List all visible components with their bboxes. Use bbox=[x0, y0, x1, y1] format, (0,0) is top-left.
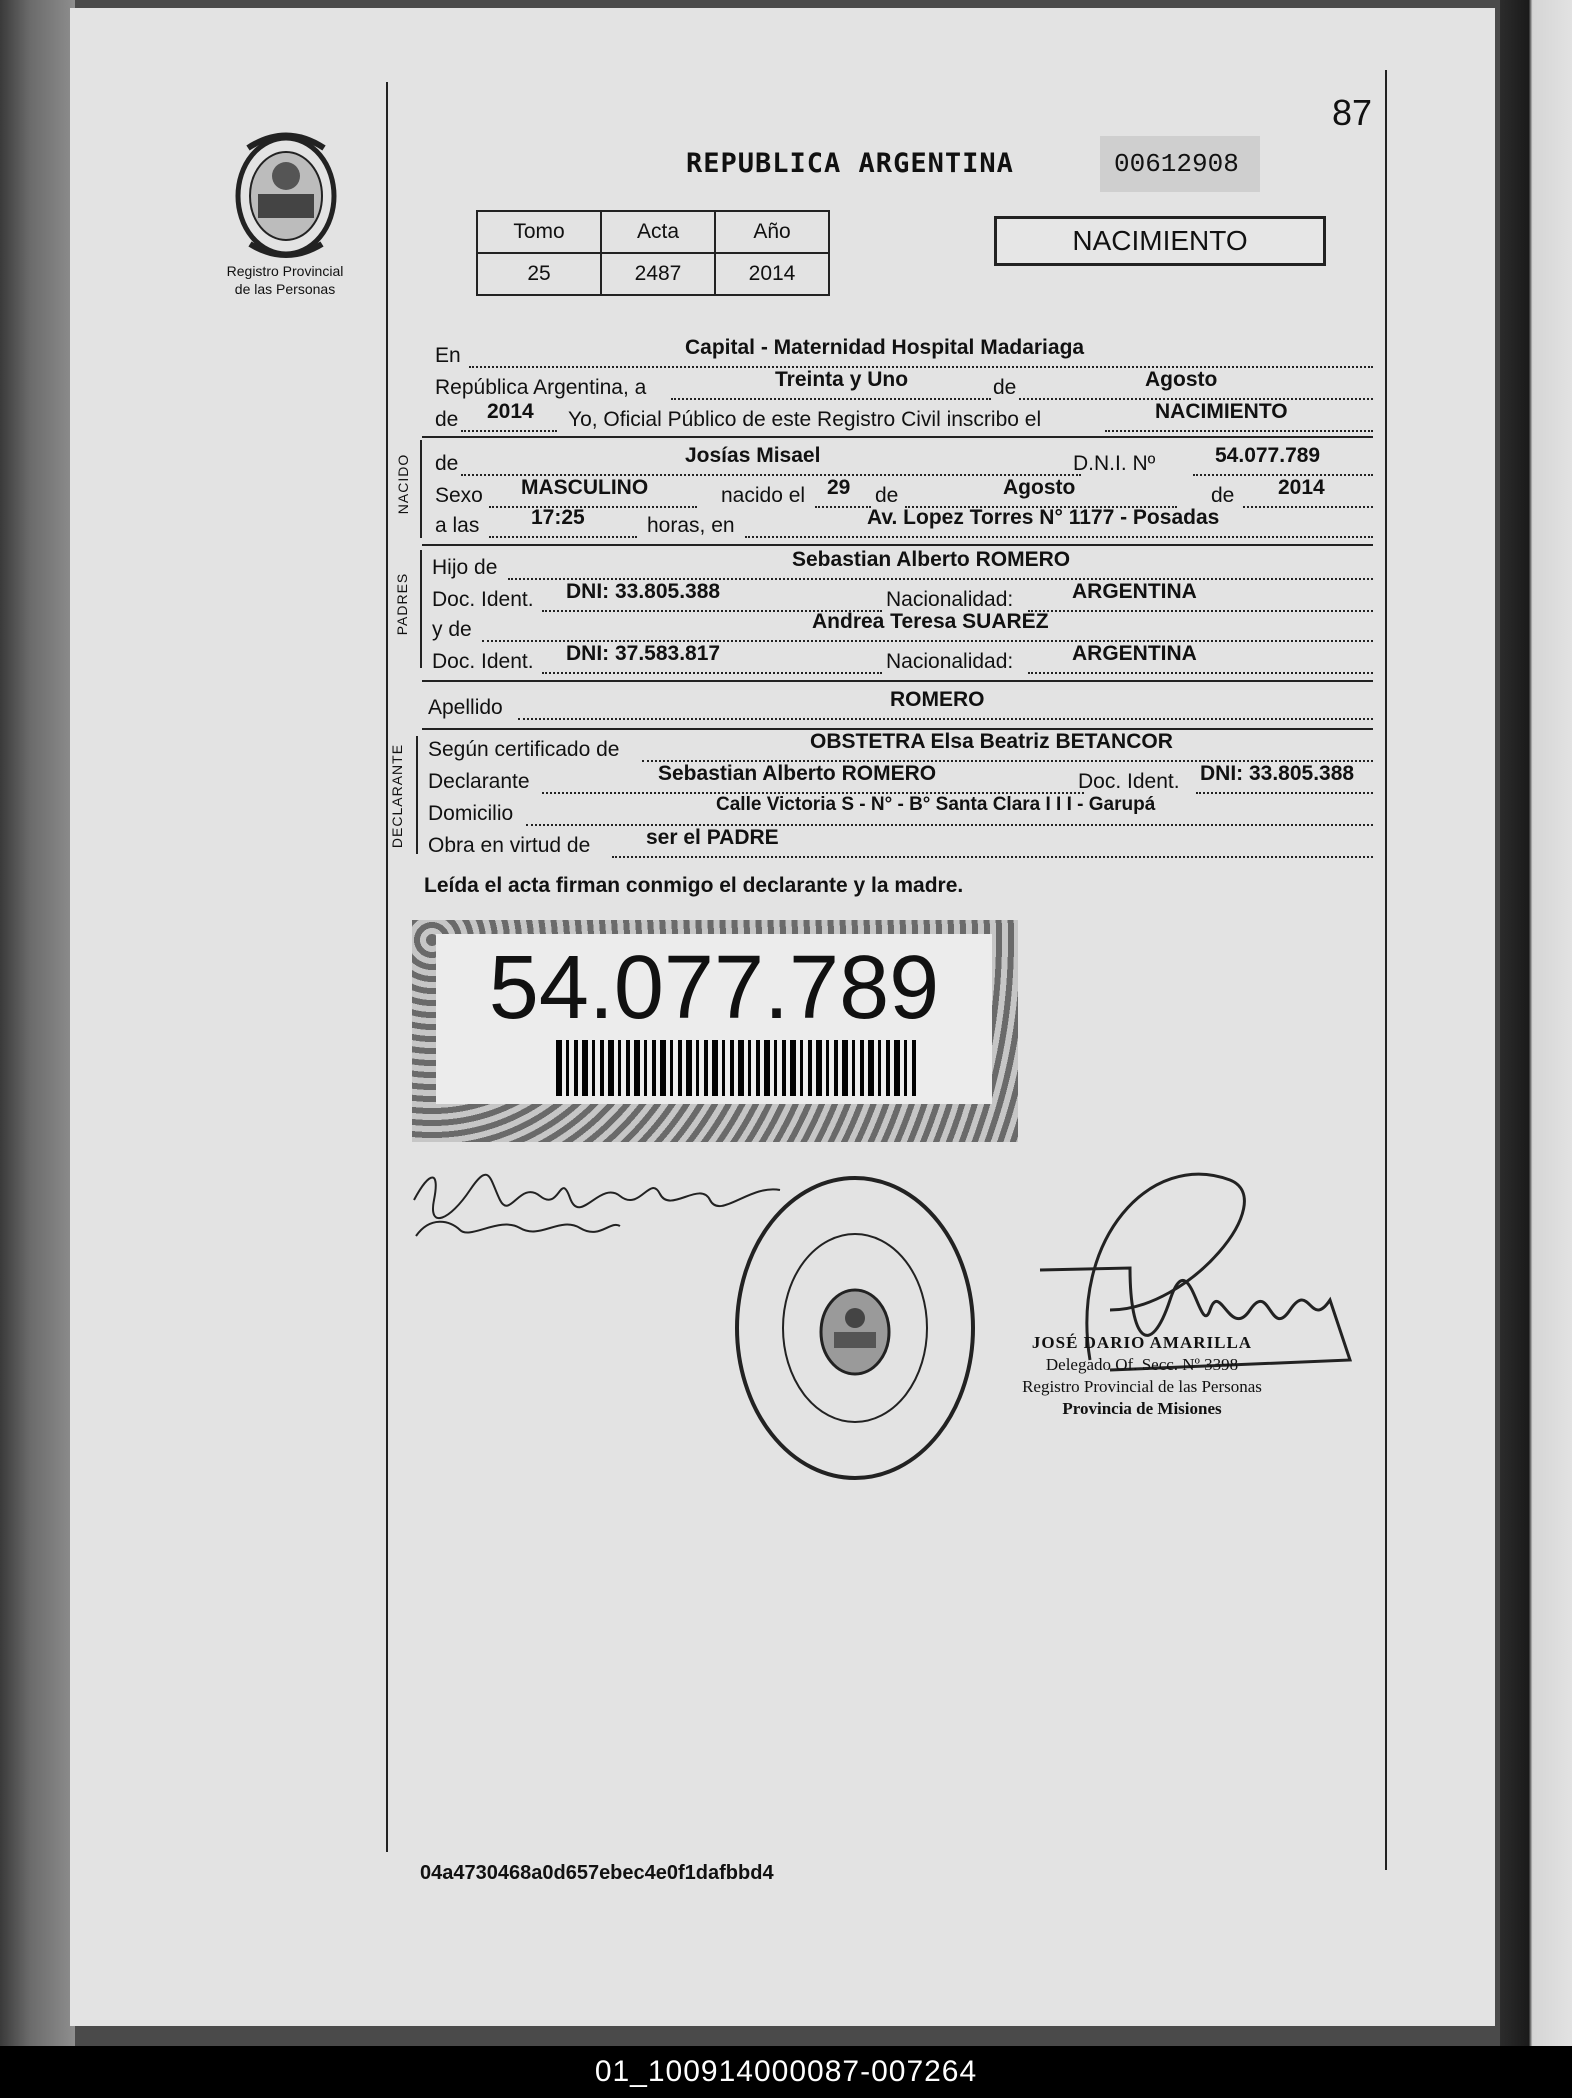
delegado-registro: Registro Provincial de las Personas bbox=[1022, 1377, 1262, 1396]
serial-number-stamp: 00612908 bbox=[1100, 136, 1260, 192]
section-divider bbox=[422, 544, 1373, 546]
section-divider bbox=[422, 436, 1373, 438]
row-oficial bbox=[435, 400, 1373, 438]
padre-nac-value: ARGENTINA bbox=[1072, 580, 1197, 603]
closing-statement: Leída el acta firman conmigo el declarante y la madre. bbox=[424, 874, 964, 897]
dotted-line bbox=[1105, 430, 1373, 432]
anio-value: 2014 bbox=[715, 253, 829, 295]
padres-bracket bbox=[420, 550, 422, 668]
hijo-de-label: Hijo de bbox=[432, 556, 498, 579]
registry-table-header-row bbox=[477, 211, 829, 253]
page-title: REPUBLICA ARGENTINA bbox=[686, 148, 1014, 179]
declarante-label: Declarante bbox=[428, 770, 530, 793]
official-seal-stamp bbox=[730, 1172, 980, 1484]
delegado-block bbox=[992, 1332, 1292, 1420]
dotted-line bbox=[815, 506, 871, 508]
left-margin-line bbox=[386, 82, 388, 1852]
hora-value: 17:25 bbox=[531, 506, 585, 529]
document-hash: 04a4730468a0d657ebec4e0f1dafbbd4 bbox=[420, 1862, 774, 1884]
registry-table-value-row bbox=[477, 253, 829, 295]
padre-doc-value: DNI: 33.805.388 bbox=[566, 580, 721, 603]
apellido-label: Apellido bbox=[428, 696, 503, 719]
acta-value: 2487 bbox=[601, 253, 715, 295]
dotted-line bbox=[542, 672, 882, 674]
dotted-line bbox=[671, 398, 991, 400]
page-number: 87 bbox=[1332, 92, 1373, 133]
madre-nac-value: ARGENTINA bbox=[1072, 642, 1197, 665]
nacido-section-label: NACIDO bbox=[395, 453, 411, 515]
dotted-line bbox=[1243, 506, 1373, 508]
acta-header: Acta bbox=[601, 211, 715, 253]
en-label: En bbox=[435, 344, 461, 367]
de-anio-label: de bbox=[1211, 484, 1235, 507]
dotted-line bbox=[1028, 610, 1373, 612]
obra-value: ser el PADRE bbox=[646, 826, 779, 849]
madre-doc-value: DNI: 37.583.817 bbox=[566, 642, 721, 665]
dotted-line bbox=[489, 506, 697, 508]
oficial-label: Yo, Oficial Público de este Registro Civil inscribo el bbox=[568, 408, 1042, 431]
nacionalidad-label: Nacionalidad: bbox=[886, 588, 1014, 611]
tomo-header: Tomo bbox=[477, 211, 601, 253]
anio-header: Año bbox=[715, 211, 829, 253]
tomo-value: 25 bbox=[477, 253, 601, 295]
row-domicilio bbox=[428, 794, 1373, 832]
sexo-label: Sexo bbox=[435, 484, 483, 507]
inscribo-value: NACIMIENTO bbox=[1155, 400, 1288, 423]
anio-intro-value: 2014 bbox=[487, 400, 534, 423]
dia-nac-value: 29 bbox=[827, 476, 851, 499]
mes-value: Agosto bbox=[1145, 368, 1218, 391]
dni-sticker bbox=[412, 920, 1018, 1142]
padres-section-label: PADRES bbox=[394, 572, 410, 636]
dotted-line bbox=[461, 430, 557, 432]
nombre-value: Josías Misael bbox=[685, 444, 821, 467]
dia-value: Treinta y Uno bbox=[775, 368, 909, 391]
nacionalidad-label: Nacionalidad: bbox=[886, 650, 1014, 673]
delegado-name: JOSÉ DARIO AMARILLA bbox=[1031, 1333, 1253, 1352]
declarante-bracket bbox=[416, 736, 418, 854]
dni-value: 54.077.789 bbox=[1215, 444, 1321, 467]
right-margin-line bbox=[1385, 70, 1387, 1870]
barcode bbox=[556, 1040, 916, 1096]
declarante-section-label: DECLARANTE bbox=[389, 743, 405, 849]
delegado-provincia: Provincia de Misiones bbox=[1062, 1399, 1222, 1418]
dotted-line bbox=[518, 718, 1373, 720]
sexo-value: MASCULINO bbox=[521, 476, 649, 499]
row-madre-doc bbox=[432, 642, 1373, 680]
declarante-value: Sebastian Alberto ROMERO bbox=[658, 762, 937, 785]
act-type-box: NACIMIENTO bbox=[994, 216, 1326, 266]
logo-caption-line-1: Registro Provincial bbox=[226, 263, 344, 279]
doc-ident-label: Doc. Ident. bbox=[432, 588, 534, 611]
madre-value: Andrea Teresa SUAREZ bbox=[812, 610, 1049, 633]
lugar-value: Capital - Maternidad Hospital Madariaga bbox=[685, 336, 1085, 359]
row-obra bbox=[428, 826, 1373, 864]
dni-label: D.N.I. Nº bbox=[1073, 452, 1156, 475]
certificado-label: Según certificado de bbox=[428, 738, 620, 761]
logo-caption bbox=[208, 262, 362, 298]
apellido-value: ROMERO bbox=[890, 688, 985, 711]
decl-doc-label: Doc. Ident. bbox=[1078, 770, 1180, 793]
doc-ident-label: Doc. Ident. bbox=[432, 650, 534, 673]
horas-en-label: horas, en bbox=[647, 514, 735, 537]
domicilio-value: Calle Victoria S - N° - B° Santa Clara I I I - Garupá bbox=[716, 794, 1156, 815]
republica-label: República Argentina, a bbox=[435, 376, 647, 399]
misiones-coat-of-arms-logo bbox=[228, 128, 344, 262]
dotted-line bbox=[1196, 792, 1373, 794]
y-de-label: y de bbox=[432, 618, 472, 641]
de-mes-label: de bbox=[875, 484, 899, 507]
scan-filename-footer: 01_100914000087-007264 bbox=[0, 2046, 1572, 2098]
de-nombre-label: de bbox=[435, 452, 459, 475]
de-label: de bbox=[993, 376, 1017, 399]
padre-value: Sebastian Alberto ROMERO bbox=[792, 548, 1071, 571]
dotted-line bbox=[612, 856, 1373, 858]
certificado-value: OBSTETRA Elsa Beatriz BETANCOR bbox=[810, 730, 1173, 753]
mes-nac-value: Agosto bbox=[1003, 476, 1076, 499]
row-hora bbox=[435, 506, 1373, 544]
dotted-line bbox=[489, 536, 637, 538]
dotted-line bbox=[1028, 672, 1373, 674]
row-apellido bbox=[428, 688, 1373, 726]
dni-sticker-number: 54.077.789 bbox=[488, 938, 940, 1038]
lugar-nac-value: Av. Lopez Torres N° 1177 - Posadas bbox=[867, 506, 1220, 529]
de-label-2: de bbox=[435, 408, 459, 431]
dotted-line bbox=[469, 366, 1373, 368]
delegado-cargo: Delegado Of. Secc. Nº 3398 bbox=[1045, 1355, 1239, 1374]
alas-label: a las bbox=[435, 514, 480, 537]
dni-sticker-panel bbox=[436, 934, 992, 1104]
decl-doc-value: DNI: 33.805.388 bbox=[1200, 762, 1355, 785]
domicilio-label: Domicilio bbox=[428, 802, 514, 825]
logo-caption-line-2: de las Personas bbox=[234, 281, 336, 297]
anio-nac-value: 2014 bbox=[1278, 476, 1325, 499]
scan-background-right bbox=[1500, 0, 1572, 2046]
nacido-el-label: nacido el bbox=[721, 484, 806, 507]
section-divider bbox=[422, 680, 1373, 682]
nacido-bracket bbox=[420, 440, 422, 538]
registry-table bbox=[476, 210, 830, 296]
scan-background-left bbox=[0, 0, 75, 2046]
obra-label: Obra en virtud de bbox=[428, 834, 591, 857]
dotted-line bbox=[745, 536, 1373, 538]
